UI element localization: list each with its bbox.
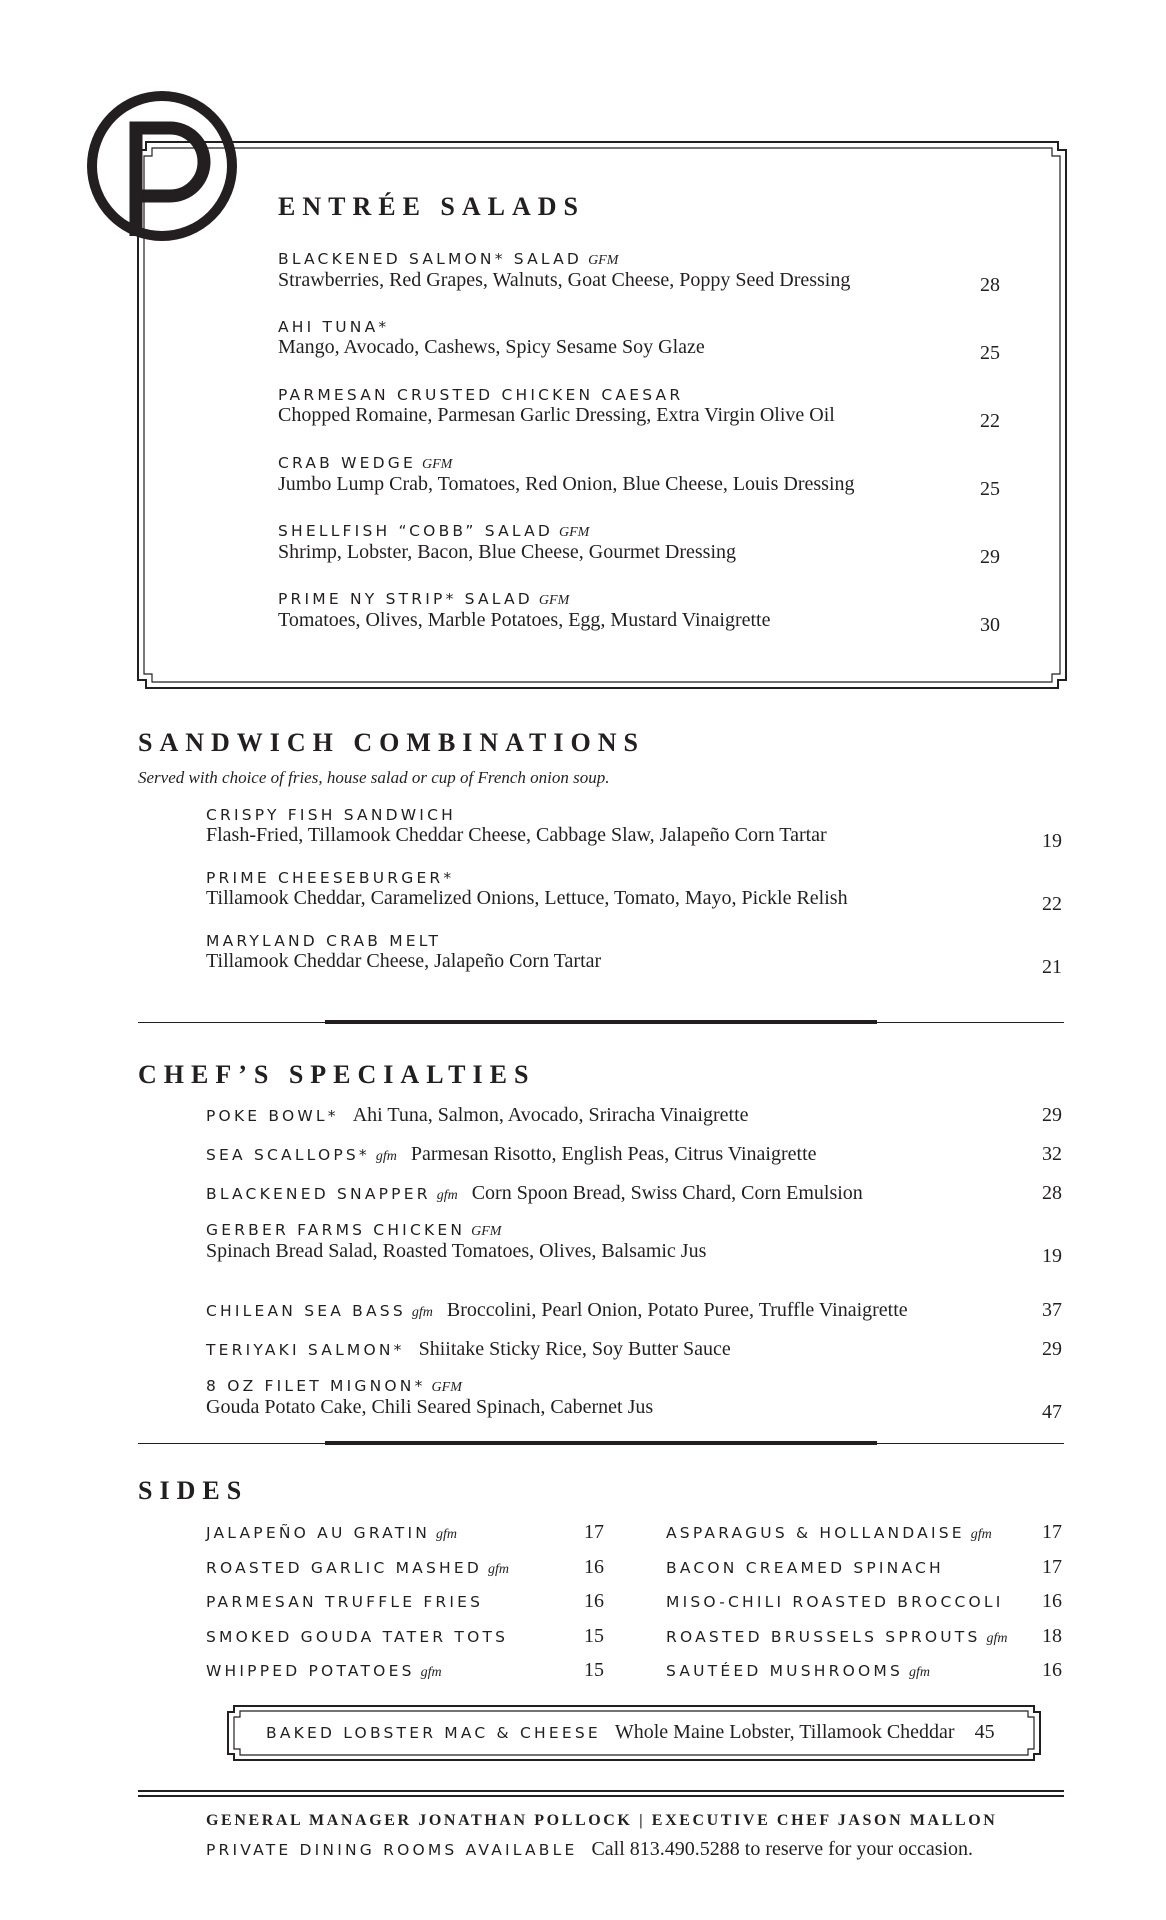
entree-price: 22 xyxy=(980,410,1000,432)
side-name: ASPARAGUS & HOLLANDAISE xyxy=(666,1524,965,1542)
specialty-desc: Broccolini, Pearl Onion, Potato Puree, Truffle Vinaigrette xyxy=(446,1299,908,1321)
entree-price: 28 xyxy=(980,274,1000,296)
private-dining xyxy=(206,1838,973,1861)
feature-desc: Whole Maine Lobster, Tillamook Cheddar xyxy=(614,1721,955,1743)
entree-name: PRIME NY STRIP* SALAD xyxy=(278,590,533,608)
specialty-name: POKE BOWL* xyxy=(206,1107,339,1125)
private-dining-label: PRIVATE DINING ROOMS AVAILABLE xyxy=(206,1841,578,1859)
side-item-left xyxy=(206,1593,483,1611)
specialty-name: 8 OZ FILET MIGNON* xyxy=(206,1377,426,1395)
specialty-name: SEA SCALLOPS* xyxy=(206,1146,370,1164)
specialty-item xyxy=(206,1299,908,1322)
gfm-badge: gfm xyxy=(375,1149,397,1164)
sandwich-desc: Tillamook Cheddar Cheese, Jalapeño Corn Tartar xyxy=(206,950,602,972)
entree-item xyxy=(278,386,835,427)
gfm-badge: gfm xyxy=(411,1305,433,1320)
entree-name: AHI TUNA* xyxy=(278,318,390,336)
specialty-item xyxy=(206,1182,863,1205)
specialty-row xyxy=(206,1182,863,1205)
side-item-left xyxy=(206,1559,509,1578)
entree-name-line xyxy=(278,590,771,609)
footer-rule-bottom xyxy=(138,1795,1064,1797)
divider-thick xyxy=(325,1441,877,1445)
side-item-left xyxy=(206,1662,442,1681)
specialty-price: 29 xyxy=(1042,1338,1062,1360)
specialty-desc: Gouda Potato Cake, Chili Seared Spinach, Cabernet Jus xyxy=(206,1396,654,1418)
gfm-badge: gfm xyxy=(909,1665,930,1680)
gfm-badge: gfm xyxy=(488,1561,510,1577)
sandwich-name-line xyxy=(206,869,848,887)
specialty-row xyxy=(206,1338,731,1361)
feature-item xyxy=(266,1721,995,1744)
side-item-left xyxy=(206,1628,508,1646)
entree-desc: Mango, Avocado, Cashews, Spicy Sesame Soy Glaze xyxy=(278,336,705,358)
specialty-desc: Parmesan Risotto, English Peas, Citrus Vinaigrette xyxy=(410,1143,817,1165)
sandwich-subtitle: Served with choice of fries, house salad or cup of French onion soup. xyxy=(138,768,610,787)
entree-item xyxy=(278,318,705,359)
sandwich-name-line xyxy=(206,932,601,950)
specialty-price: 32 xyxy=(1042,1143,1062,1165)
specialty-name: TERIYAKI SALMON* xyxy=(206,1341,405,1359)
side-name: SAUTÉED MUSHROOMS xyxy=(666,1662,903,1680)
specialty-price: 29 xyxy=(1042,1104,1062,1126)
side-price: 17 xyxy=(1042,1521,1062,1543)
specialty-price: 19 xyxy=(1042,1245,1062,1267)
side-name: ROASTED GARLIC MASHED xyxy=(206,1558,483,1577)
side-name: WHIPPED POTATOES xyxy=(206,1662,415,1680)
specialty-desc: Corn Spoon Bread, Swiss Chard, Corn Emulsion xyxy=(471,1182,863,1204)
side-price: 15 xyxy=(584,1659,604,1681)
gfm-badge: GFM xyxy=(538,593,570,608)
side-item-right xyxy=(666,1559,944,1577)
entree-name: BLACKENED SALMON* SALAD xyxy=(278,250,583,268)
specialty-item xyxy=(206,1143,817,1166)
entree-price: 30 xyxy=(980,614,1000,636)
entree-name-line xyxy=(278,250,850,269)
specialty-desc: Spinach Bread Salad, Roasted Tomatoes, Olives, Balsamic Jus xyxy=(206,1240,707,1262)
gfm-badge: GFM xyxy=(559,525,590,540)
footer-rule-top xyxy=(138,1790,1064,1792)
entree-desc: Tomatoes, Olives, Marble Potatoes, Egg, Mustard Vinaigrette xyxy=(278,609,771,631)
sandwich-item xyxy=(206,869,848,910)
gfm-badge: GFM xyxy=(431,1380,462,1395)
entree-price: 25 xyxy=(980,342,1000,364)
specialty-name-line xyxy=(206,1221,706,1240)
entree-desc: Chopped Romaine, Parmesan Garlic Dressing, Extra Virgin Olive Oil xyxy=(278,404,835,426)
sandwich-name-line xyxy=(206,806,827,824)
feature-name: BAKED LOBSTER MAC & CHEESE xyxy=(266,1724,601,1742)
entree-price: 25 xyxy=(980,478,1000,500)
sandwich-price: 19 xyxy=(1042,830,1062,852)
sandwich-combinations-title: SANDWICH COMBINATIONS xyxy=(138,728,645,757)
specialty-item xyxy=(206,1377,653,1419)
entree-name: PARMESAN CRUSTED CHICKEN CAESAR xyxy=(278,386,684,404)
specialty-item xyxy=(206,1338,731,1361)
side-name: PARMESAN TRUFFLE FRIES xyxy=(206,1593,484,1611)
sides-title: SIDES xyxy=(138,1476,249,1505)
entree-name: SHELLFISH “COBB” SALAD xyxy=(278,522,554,540)
side-name: BACON CREAMED SPINACH xyxy=(666,1558,944,1577)
side-item-right xyxy=(666,1662,930,1681)
entree-price: 29 xyxy=(980,546,1000,568)
side-price: 16 xyxy=(584,1555,604,1578)
entree-item xyxy=(278,454,855,496)
side-item-left xyxy=(206,1524,457,1543)
entree-name: CRAB WEDGE xyxy=(278,454,416,472)
entree-item xyxy=(278,590,771,632)
side-price: 16 xyxy=(1042,1590,1062,1612)
specialty-price: 37 xyxy=(1042,1299,1062,1321)
gfm-badge: gfm xyxy=(436,1527,458,1542)
entree-name-line xyxy=(278,454,855,473)
specialty-price: 47 xyxy=(1042,1401,1062,1423)
side-price: 17 xyxy=(584,1521,604,1543)
side-name: MISO-CHILI ROASTED BROCCOLI xyxy=(666,1593,1004,1611)
specialty-desc: Ahi Tuna, Salmon, Avocado, Sriracha Vinaigrette xyxy=(352,1104,749,1126)
side-name: JALAPEÑO AU GRATIN xyxy=(206,1524,431,1542)
sandwich-desc: Flash-Fried, Tillamook Cheddar Cheese, Cabbage Slaw, Jalapeño Corn Tartar xyxy=(206,824,827,846)
specialty-name-line xyxy=(206,1377,653,1396)
entree-name-line xyxy=(278,522,736,541)
gfm-badge: gfm xyxy=(986,1630,1008,1646)
specialty-name: BLACKENED SNAPPER xyxy=(206,1185,431,1203)
sandwich-price: 21 xyxy=(1042,956,1062,978)
chefs-specialties-title: CHEF’S SPECIALTIES xyxy=(138,1060,536,1089)
entree-desc: Strawberries, Red Grapes, Walnuts, Goat Cheese, Poppy Seed Dressing xyxy=(278,269,851,291)
specialty-name: GERBER FARMS CHICKEN xyxy=(206,1221,466,1239)
entree-salads-title: ENTRÉE SALADS xyxy=(278,192,586,221)
specialty-row xyxy=(206,1143,817,1166)
side-name: ROASTED BRUSSELS SPROUTS xyxy=(666,1627,981,1646)
specialty-desc: Shiitake Sticky Rice, Soy Butter Sauce xyxy=(418,1338,731,1360)
entree-name-line xyxy=(278,318,705,336)
side-price: 16 xyxy=(1042,1659,1062,1681)
sandwich-item xyxy=(206,932,601,973)
sandwich-name: CRISPY FISH SANDWICH xyxy=(206,806,456,824)
specialty-row xyxy=(206,1299,908,1322)
side-price: 17 xyxy=(1042,1555,1062,1578)
side-name: SMOKED GOUDA TATER TOTS xyxy=(206,1627,509,1646)
sandwich-desc: Tillamook Cheddar, Caramelized Onions, Lettuce, Tomato, Mayo, Pickle Relish xyxy=(206,887,848,909)
gfm-badge: gfm xyxy=(436,1188,458,1203)
specialty-item xyxy=(206,1104,749,1127)
sandwich-price: 22 xyxy=(1042,893,1062,915)
entree-item xyxy=(278,522,736,564)
specialty-price: 28 xyxy=(1042,1182,1062,1204)
staff-credits: GENERAL MANAGER JONATHAN POLLOCK | EXECUTIVE CHEF JASON MALLON xyxy=(206,1812,998,1829)
specialty-item xyxy=(206,1221,706,1263)
entree-name-line xyxy=(278,386,835,404)
sandwich-name: PRIME CHEESEBURGER* xyxy=(206,869,455,887)
side-price: 15 xyxy=(584,1624,604,1647)
divider-thick xyxy=(325,1020,877,1024)
feature-price: 45 xyxy=(974,1721,995,1743)
side-item-right xyxy=(666,1524,992,1543)
gfm-badge: GFM xyxy=(471,1224,502,1239)
specialty-name: CHILEAN SEA BASS xyxy=(206,1302,406,1320)
sandwich-item xyxy=(206,806,827,847)
side-item-right xyxy=(666,1593,1004,1611)
private-dining-text: Call 813.490.5288 to reserve for your occasion. xyxy=(591,1838,974,1860)
side-price: 16 xyxy=(584,1590,604,1612)
entree-desc: Shrimp, Lobster, Bacon, Blue Cheese, Gourmet Dressing xyxy=(278,541,737,563)
entree-desc: Jumbo Lump Crab, Tomatoes, Red Onion, Blue Cheese, Louis Dressing xyxy=(278,473,855,495)
specialty-row xyxy=(206,1104,749,1127)
entree-item xyxy=(278,250,850,292)
side-item-right xyxy=(666,1628,1008,1647)
side-price: 18 xyxy=(1042,1624,1062,1647)
gfm-badge: gfm xyxy=(420,1665,442,1680)
gfm-badge: GFM xyxy=(588,253,619,268)
gfm-badge: GFM xyxy=(422,457,453,472)
sandwich-name: MARYLAND CRAB MELT xyxy=(206,932,442,950)
gfm-badge: gfm xyxy=(970,1527,992,1542)
